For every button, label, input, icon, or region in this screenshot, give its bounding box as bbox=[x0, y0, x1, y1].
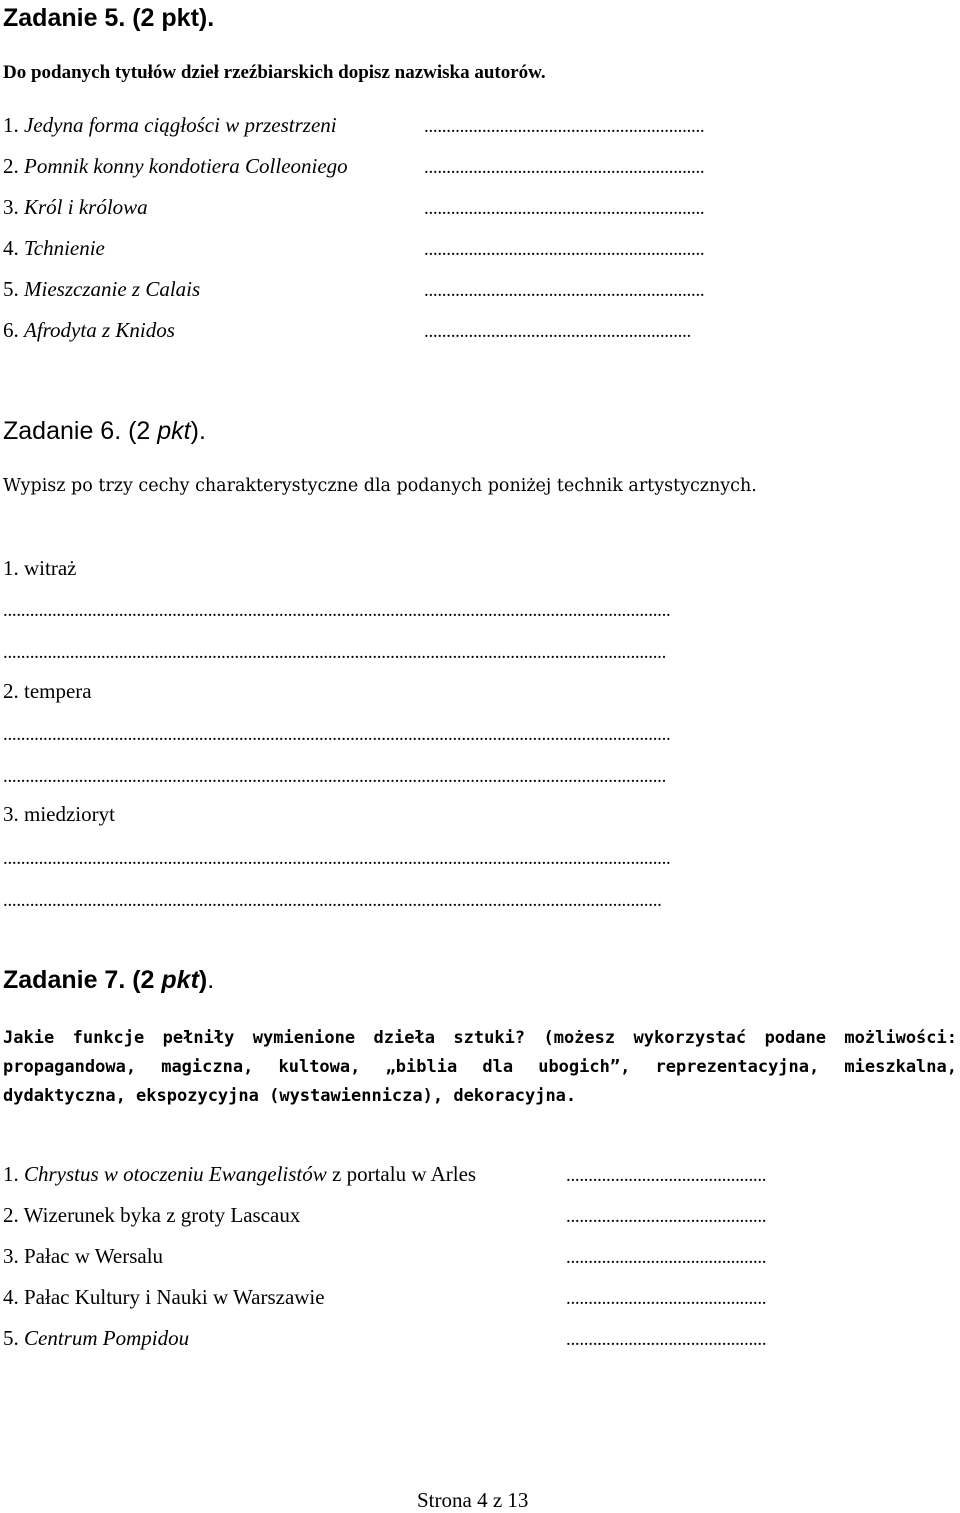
task5-answer-line[interactable]: ............................................................... bbox=[424, 239, 705, 260]
item-number: 1. bbox=[3, 113, 19, 137]
item-number: 4. bbox=[3, 236, 19, 260]
item-number: 2. bbox=[3, 1203, 19, 1227]
task6-heading-word: Zadanie 6. bbox=[3, 417, 122, 445]
item-title: Afrodyta z Knidos bbox=[24, 318, 175, 342]
item-title: Pomnik konny kondotiera Colleoniego bbox=[24, 154, 348, 178]
task7-heading bbox=[3, 966, 214, 995]
task5-heading-word: Zadanie 5. bbox=[3, 4, 126, 32]
task7-instruction: Jakie funkcje pełniły wymienione dzieła sztuki? (możesz wykorzystać podane możliwości: propagandowa, magiczna, kultowa, „biblia dla ubogich”, reprezentacyjna, mieszkalna, dydaktyczna, ekspozycyjna (wystawiennicza), dekoracyjna. bbox=[3, 1028, 957, 1106]
task7-item bbox=[3, 1244, 163, 1269]
task7-answer-line[interactable]: ............................................. bbox=[566, 1329, 767, 1350]
task5-answer-line[interactable]: ............................................................ bbox=[424, 321, 692, 342]
item-title-italic: Chrystus w otoczeniu Ewangelistów bbox=[24, 1162, 327, 1186]
item-title: Jedyna forma ciągłości w przestrzeni bbox=[24, 113, 337, 137]
item-number: 1. bbox=[3, 1162, 19, 1186]
task5-answer-line[interactable]: ............................................................... bbox=[424, 198, 705, 219]
task6-item-label: 3. miedzioryt bbox=[3, 802, 115, 826]
task6-answer-line[interactable]: ..................................................................................................................................................... bbox=[3, 642, 667, 663]
task6-answer-line[interactable]: ...................................................................................................................................................... bbox=[3, 724, 671, 745]
task7-answer-line[interactable]: ............................................. bbox=[566, 1165, 767, 1186]
task6-item-label: 1. witraż bbox=[3, 556, 77, 580]
item-number: 5. bbox=[3, 1326, 19, 1350]
item-number: 6. bbox=[3, 318, 19, 342]
task5-item bbox=[3, 277, 200, 302]
task6-heading-points: (2 pkt) bbox=[128, 417, 199, 445]
task5-answer-line[interactable]: ............................................................... bbox=[424, 280, 705, 301]
task6-answer-line[interactable]: .................................................................................................................................................... bbox=[3, 890, 662, 911]
task5-item bbox=[3, 154, 348, 179]
item-number: 3. bbox=[3, 195, 19, 219]
task6-instruction: Wypisz po trzy cechy charakterystyczne dla podanych poniżej technik artystycznych. bbox=[3, 476, 757, 496]
item-number: 2. bbox=[3, 154, 19, 178]
item-number: 5. bbox=[3, 277, 19, 301]
item-number: 4. bbox=[3, 1285, 19, 1309]
task7-item bbox=[3, 1285, 325, 1310]
task5-item bbox=[3, 195, 148, 220]
task7-answer-line[interactable]: ............................................. bbox=[566, 1247, 767, 1268]
item-number: 3. bbox=[3, 1244, 19, 1268]
task7-answer-line[interactable]: ............................................. bbox=[566, 1206, 767, 1227]
task7-heading-word: Zadanie 7. bbox=[3, 966, 126, 994]
task5-item bbox=[3, 236, 105, 261]
task6-heading bbox=[3, 417, 206, 446]
task5-answer-line[interactable]: ............................................................... bbox=[424, 157, 705, 178]
task5-answer-line[interactable]: ............................................................... bbox=[424, 116, 705, 137]
task7-item bbox=[3, 1203, 300, 1228]
task6-answer-line[interactable]: ..................................................................................................................................................... bbox=[3, 766, 667, 787]
task6-item-label: 2. tempera bbox=[3, 679, 92, 703]
task5-item bbox=[3, 318, 175, 343]
item-title: Wizerunek byka z groty Lascaux bbox=[23, 1203, 301, 1227]
task6-answer-line[interactable]: ...................................................................................................................................................... bbox=[3, 600, 671, 621]
item-title: z portalu w Arles bbox=[326, 1162, 477, 1186]
item-title: Mieszczanie z Calais bbox=[24, 277, 201, 301]
item-title-italic: Centrum Pompidou bbox=[24, 1326, 190, 1350]
task5-heading-suffix: . bbox=[207, 4, 215, 32]
task7-item bbox=[3, 1162, 476, 1187]
task7-heading-points: (2 pkt) bbox=[132, 966, 208, 994]
task5-heading bbox=[3, 4, 214, 33]
item-title: Tchnienie bbox=[24, 236, 105, 260]
item-title: Król i królowa bbox=[24, 195, 148, 219]
item-title: Pałac w Wersalu bbox=[24, 1244, 164, 1268]
task7-item bbox=[3, 1326, 189, 1351]
item-title: Pałac Kultury i Nauki w Warszawie bbox=[24, 1285, 325, 1309]
task7-answer-line[interactable]: ............................................. bbox=[566, 1288, 767, 1309]
task7-heading-suffix: . bbox=[207, 966, 215, 994]
page-number: Strona 4 z 13 bbox=[417, 1488, 529, 1512]
task5-instruction: Do podanych tytułów dzieł rzeźbiarskich dopisz nazwiska autorów. bbox=[3, 62, 546, 83]
task5-heading-points: (2 pkt) bbox=[132, 4, 208, 32]
task6-answer-line[interactable]: ...................................................................................................................................................... bbox=[3, 848, 671, 869]
task5-item bbox=[3, 113, 337, 138]
task6-heading-suffix: . bbox=[198, 417, 206, 445]
